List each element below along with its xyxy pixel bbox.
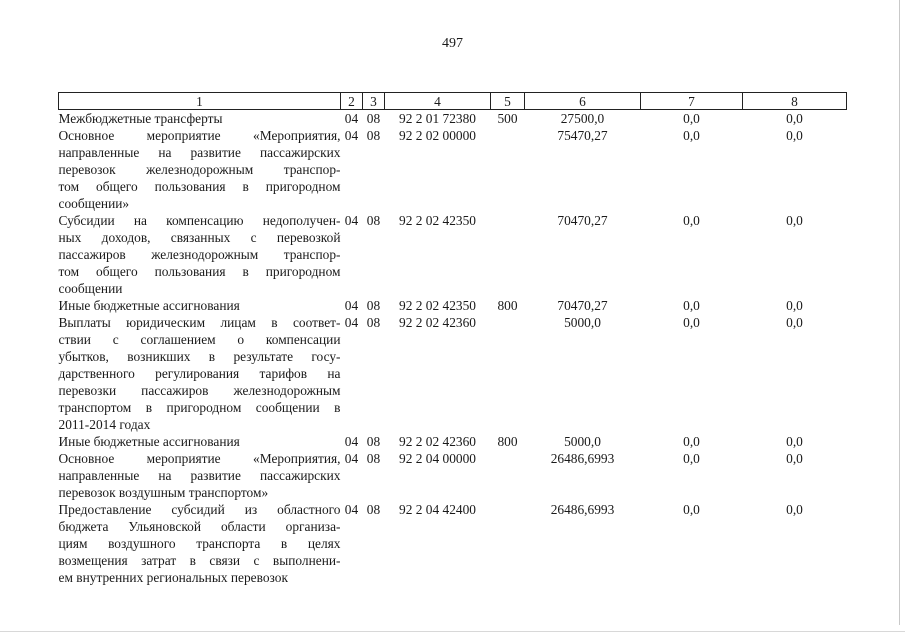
row-name-line: Межбюджетные трансферты	[58, 111, 223, 126]
row-name-line: Иные бюджетные ассигнования	[58, 298, 240, 313]
row-c3-cell: 08	[366, 451, 381, 466]
row-c8-cell: 0,0	[786, 111, 803, 126]
row-name-line: том общего пользования в пригородном	[58, 264, 341, 279]
row-name-line: бюджета Ульяновской области организа-	[58, 519, 341, 534]
row-c3-cell: 08	[366, 434, 381, 449]
row-c2-cell: 04	[344, 451, 359, 466]
row-name-line: транспортом в пригородном сообщении в	[58, 400, 341, 415]
row-c7-cell: 0,0	[683, 111, 700, 126]
row-c6-cell: 75470,27	[557, 128, 608, 143]
table-header-row	[59, 93, 847, 110]
row-c2-cell: 04	[344, 315, 359, 330]
row-c4-cell: 92 2 02 00000	[399, 128, 476, 143]
header-col-2: 2	[341, 93, 363, 110]
row-c5-cell	[491, 450, 525, 501]
row-name-line: Основное мероприятие «Мероприятия,	[58, 128, 341, 143]
row-c4-cell: 92 2 02 42350	[399, 213, 476, 228]
table-row	[59, 297, 847, 314]
row-c5-cell	[491, 314, 525, 433]
row-c3-cell: 08	[366, 315, 381, 330]
row-c4-cell: 92 2 04 42400	[399, 502, 476, 517]
table-row	[59, 110, 847, 128]
row-name-cell	[59, 433, 341, 450]
header-col-3: 3	[363, 93, 385, 110]
row-name-line: перевозки пассажиров железнодорожным	[58, 383, 341, 398]
row-name-line: направленные на развитие пассажирских	[58, 468, 341, 483]
row-name-line: ствии с соглашением о компенсации	[58, 332, 341, 347]
row-name-line: сообщении	[58, 281, 123, 296]
header-col-5: 5	[491, 93, 525, 110]
row-c7-cell: 0,0	[683, 451, 700, 466]
row-c8-cell: 0,0	[786, 128, 803, 143]
header-col-4: 4	[385, 93, 491, 110]
page-number: 497	[442, 36, 463, 51]
row-name-line: дарственного регулирования тарифов на	[58, 366, 341, 381]
row-c2-cell: 04	[344, 502, 359, 517]
budget-table	[58, 92, 847, 586]
row-name-cell	[59, 314, 341, 433]
row-c3-cell: 08	[366, 502, 381, 517]
row-c5-cell: 500	[497, 111, 518, 126]
scan-edge-bottom	[0, 631, 905, 632]
row-name-line: Субсидии на компенсацию недополучен-	[58, 213, 341, 228]
row-c7-cell: 0,0	[683, 502, 700, 517]
row-name-line: возмещения затрат в связи с выполнени-	[58, 553, 341, 568]
row-c8-cell: 0,0	[786, 451, 803, 466]
row-c4-cell: 92 2 02 42360	[399, 315, 476, 330]
table-row	[59, 433, 847, 450]
table-row	[59, 450, 847, 501]
row-c7-cell: 0,0	[683, 434, 700, 449]
row-c6-cell: 5000,0	[564, 434, 601, 449]
header-col-8: 8	[743, 93, 847, 110]
row-c2-cell: 04	[344, 298, 359, 313]
row-c8-cell: 0,0	[786, 502, 803, 517]
table-row	[59, 127, 847, 212]
row-c2-cell: 04	[344, 128, 359, 143]
row-name-line: 2011-2014 годах	[58, 417, 151, 432]
row-c3-cell: 08	[366, 128, 381, 143]
header-col-7: 7	[641, 93, 743, 110]
row-c8-cell: 0,0	[786, 434, 803, 449]
row-c2-cell: 04	[344, 213, 359, 228]
row-c5-cell	[491, 212, 525, 297]
row-name-line: перевозок воздушным транспортом»	[58, 485, 269, 500]
row-c6-cell: 26486,6993	[550, 502, 615, 517]
header-col-1: 1	[59, 93, 341, 110]
row-c3-cell: 08	[366, 111, 381, 126]
row-c8-cell: 0,0	[786, 213, 803, 228]
row-name-cell	[59, 127, 341, 212]
row-name-cell	[59, 501, 341, 586]
row-c6-cell: 70470,27	[557, 298, 608, 313]
row-c8-cell: 0,0	[786, 298, 803, 313]
row-c5-cell	[491, 501, 525, 586]
row-name-cell	[59, 110, 341, 128]
row-c4-cell: 92 2 02 42360	[399, 434, 476, 449]
row-c8-cell: 0,0	[786, 315, 803, 330]
row-c7-cell: 0,0	[683, 128, 700, 143]
row-c2-cell: 04	[344, 111, 359, 126]
table-row	[59, 501, 847, 586]
row-c7-cell: 0,0	[683, 213, 700, 228]
row-c5-cell: 800	[497, 434, 518, 449]
row-c2-cell: 04	[344, 434, 359, 449]
row-c5-cell	[491, 127, 525, 212]
row-name-line: направленные на развитие пассажирских	[58, 145, 341, 160]
row-c6-cell: 70470,27	[557, 213, 608, 228]
row-c5-cell: 800	[497, 298, 518, 313]
row-c6-cell: 27500,0	[560, 111, 605, 126]
row-name-line: том общего пользования в пригородном	[58, 179, 341, 194]
row-name-line: Иные бюджетные ассигнования	[58, 434, 240, 449]
row-name-cell	[59, 212, 341, 297]
row-c7-cell: 0,0	[683, 298, 700, 313]
row-name-line: убытков, возникших в результате госу-	[58, 349, 341, 364]
row-c4-cell: 92 2 04 00000	[399, 451, 476, 466]
row-name-line: Основное мероприятие «Мероприятия,	[58, 451, 341, 466]
row-c4-cell: 92 2 02 42350	[399, 298, 476, 313]
scan-edge-right	[899, 0, 900, 625]
row-name-cell	[59, 450, 341, 501]
row-c7-cell: 0,0	[683, 315, 700, 330]
row-name-cell	[59, 297, 341, 314]
row-name-line: Предоставление субсидий из областного	[58, 502, 341, 517]
row-name-line: ем внутренних региональных перевозок	[58, 570, 288, 585]
table-row	[59, 212, 847, 297]
row-c6-cell: 26486,6993	[550, 451, 615, 466]
row-c4-cell: 92 2 01 72380	[399, 111, 476, 126]
table-row	[59, 314, 847, 433]
row-c3-cell: 08	[366, 298, 381, 313]
header-col-6: 6	[525, 93, 641, 110]
row-name-line: сообщении»	[58, 196, 130, 211]
row-c3-cell: 08	[366, 213, 381, 228]
row-name-line: циям воздушного транспорта в целях	[58, 536, 341, 551]
row-c6-cell: 5000,0	[564, 315, 601, 330]
row-name-line: Выплаты юридическим лицам в соответ-	[58, 315, 341, 330]
row-name-line: перевозок железнодорожным транспор-	[58, 162, 341, 177]
row-name-line: ных доходов, связанных с перевозкой	[58, 230, 341, 245]
table-body	[59, 110, 847, 587]
row-name-line: пассажиров железнодорожным транспор-	[58, 247, 341, 262]
